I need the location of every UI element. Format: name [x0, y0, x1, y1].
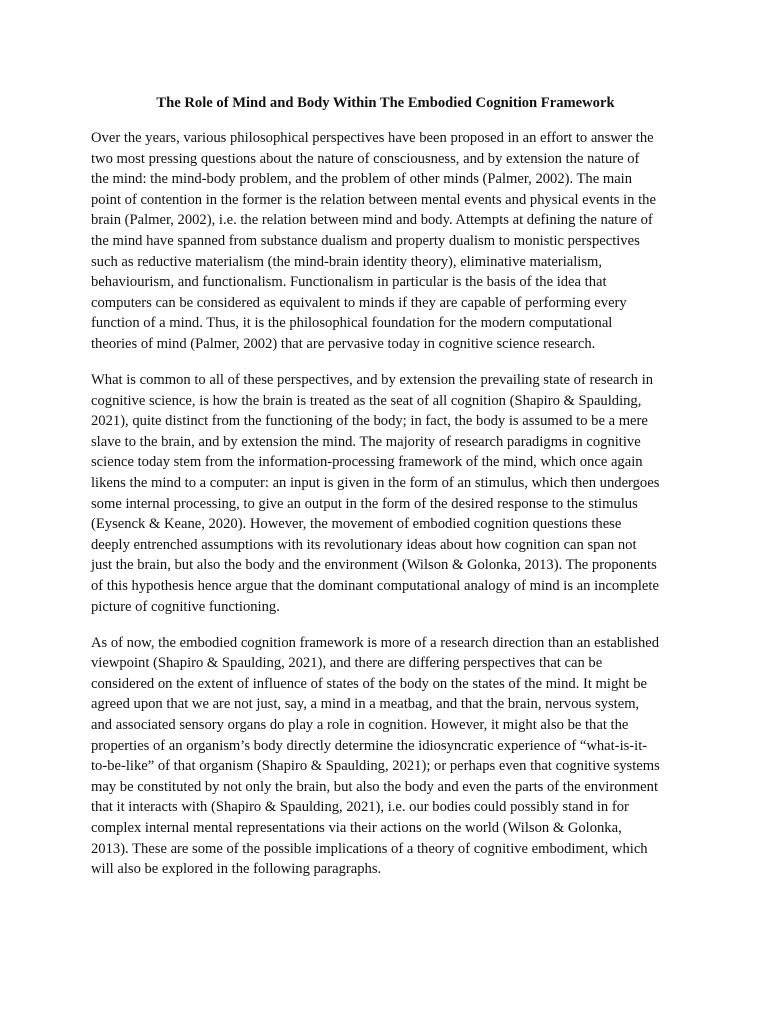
- text-line: the mind have spanned from substance dualism and property dualism to monistic perspectives: [91, 232, 640, 249]
- text-line: computers can be considered as equivalent to minds if they are capable of performing every: [91, 294, 627, 311]
- text-line: likens the mind to a computer: an input is given in the form of an stimulus, which then undergoes: [91, 475, 660, 491]
- text-line: 2013). These are some of the possible implications of a theory of cognitive embodiment, which: [91, 840, 648, 857]
- text-line: just the brain, but also the body and the environment (Wilson & Golonka, 2013). The proponents: [91, 557, 657, 574]
- text-line: science today stem from the information-processing framework of the mind, which once again: [91, 454, 643, 471]
- text-line: deeply entrenched assumptions with its revolutionary ideas about how cognition can span not: [91, 536, 637, 553]
- text-line: some internal processing, to give an output in the form of the desired response to the stimulus: [91, 495, 638, 512]
- paragraph-1: [91, 128, 680, 355]
- paragraph-3: [91, 633, 680, 880]
- text-line: picture of cognitive functioning.: [91, 598, 280, 615]
- text-line: function of a mind. Thus, it is the philosophical foundation for the modern computational: [91, 315, 613, 332]
- text-line: cognitive science, is how the brain is treated as the seat of all cognition (Shapiro & Spaulding,: [91, 392, 642, 409]
- text-line: properties of an organism’s body directly determine the idiosyncratic experience of “what-is-it-: [91, 737, 648, 754]
- text-line: the mind: the mind-body problem, and the problem of other minds (Palmer, 2002). The main: [91, 171, 633, 188]
- text-line: two most pressing questions about the nature of consciousness, and by extension the nature of: [91, 150, 640, 167]
- paragraph-2: [91, 370, 680, 617]
- text-line: to-be-like” of that organism (Shapiro & Spaulding, 2021); or perhaps even that cognitive systems: [91, 758, 660, 775]
- text-line: slave to the brain, and by extension the mind. The majority of research paradigms in cognitive: [91, 433, 641, 450]
- text-line: will also be explored in the following paragraphs.: [91, 861, 382, 878]
- text-line: 2021), quite distinct from the functioning of the body; in fact, the body is assumed to be a mere: [91, 413, 648, 430]
- text-line: such as reductive materialism (the mind-brain identity theory), eliminative materialism,: [91, 253, 603, 270]
- text-line: Over the years, various philosophical perspectives have been proposed in an effort to answer the: [91, 130, 654, 146]
- text-line: considered on the extent of influence of states of the body on the states of the mind. It might be: [91, 675, 648, 692]
- document-title: The Role of Mind and Body Within The Embodied Cognition Framework: [156, 95, 615, 111]
- text-line: (Eysenck & Keane, 2020). However, the movement of embodied cognition questions these: [91, 516, 622, 533]
- text-line: agreed upon that we are not just, say, a mind in a meatbag, and that the brain, nervous system,: [91, 696, 640, 713]
- text-line: complex internal mental representations via their actions on the world (Wilson & Golonka,: [91, 820, 622, 836]
- text-line: point of contention in the former is the relation between mental events and physical events in the: [91, 191, 656, 208]
- document-body: [91, 93, 680, 895]
- text-line: behaviourism, and functionalism. Functionalism in particular is the basis of the idea that: [91, 274, 607, 291]
- text-line: may be constituted by not only the brain, but also the body and even the parts of the environment: [91, 778, 658, 795]
- text-line: of this hypothesis hence argue that the dominant computational analogy of mind is an incomplete: [91, 577, 659, 594]
- text-line: and associated sensory organs do play a role in cognition. However, it might also be that the: [91, 717, 629, 734]
- text-line: that it interacts with (Shapiro & Spaulding, 2021), i.e. our bodies could possibly stand in for: [91, 799, 629, 816]
- text-line: brain (Palmer, 2002), i.e. the relation between mind and body. Attempts at defining the nature of: [91, 212, 653, 229]
- text-line: theories of mind (Palmer, 2002) that are pervasive today in cognitive science research.: [91, 335, 596, 352]
- text-line: What is common to all of these perspectives, and by extension the prevailing state of research in: [91, 372, 654, 389]
- text-line: viewpoint (Shapiro & Spaulding, 2021), and there are differing perspectives that can be: [91, 655, 603, 672]
- text-line: As of now, the embodied cognition framework is more of a research direction than an established: [91, 634, 660, 651]
